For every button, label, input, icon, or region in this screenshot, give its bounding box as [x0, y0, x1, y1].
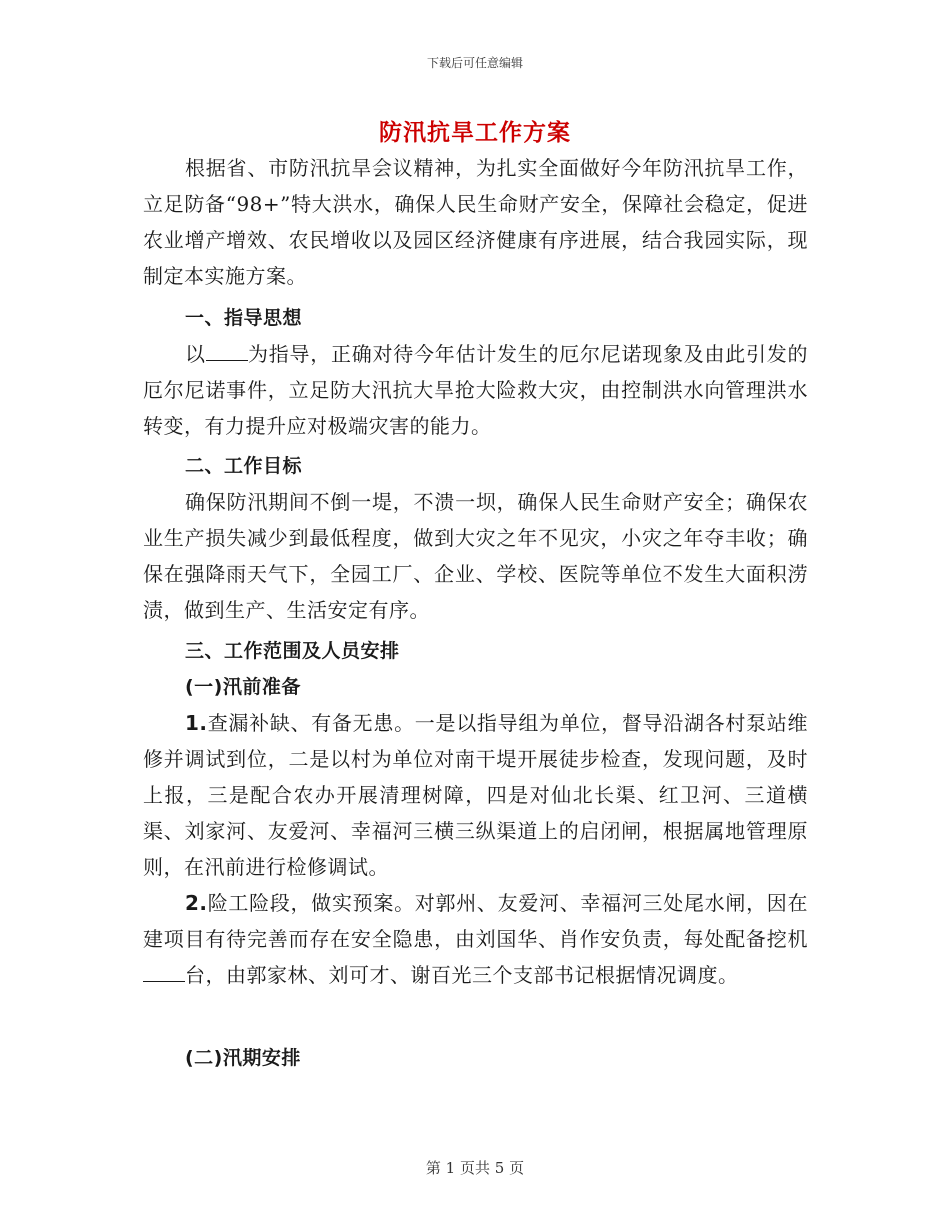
section-scope-staffing — [143, 633, 808, 993]
section2-paragraph: 确保防汛期间不倒一堤，不溃一坝，确保人民生命财产安全；确保农业生产损失减少到最低程度，做到大灾之年不见灾，小灾之年夺丰收；确保在强降雨天气下，全园工厂、企业、学校、医院等单位不发生大面积涝渍，做到生产、生活安定有序。 — [143, 490, 808, 622]
item2-paragraph — [143, 885, 808, 993]
section1-text-after-blank: 为指导，正确对待今年估计发生的厄尔尼诺现象及由此引发的厄尔尼诺事件，立足防大汛抗大旱抢大险救大灾，由控制洪水向管理洪水转变，有力提升应对极端灾害的能力。 — [143, 342, 808, 438]
section1-heading: 一、指导思想 — [185, 307, 303, 329]
item2-text-before-blank: 险工险段，做实预案。对郭州、友爱河、幸福河三处尾水闸，因在建项目有待完善而存在安全隐患，由刘国华、肖作安负责，每处配备挖机 — [143, 891, 808, 951]
subsection2-heading: (二)汛期安排 — [185, 1047, 301, 1069]
page-footer: 第 1 页共 5 页 — [425, 1159, 525, 1177]
section2-heading: 二、工作目标 — [185, 455, 303, 477]
section1-text-before-blank: 以 — [185, 342, 206, 366]
fill-in-blank — [206, 342, 248, 361]
document-title: 防汛抗旱工作方案 — [379, 119, 571, 146]
item1-number: 1. — [185, 711, 208, 735]
section-guiding-ideology — [143, 300, 808, 444]
section3-heading: 三、工作范围及人员安排 — [185, 640, 400, 662]
fill-in-blank — [143, 963, 185, 982]
document-body — [143, 150, 808, 294]
item1-paragraph — [143, 705, 808, 885]
page-header-note: 下载后可任意编辑 — [426, 56, 523, 70]
subsection-flood-season — [143, 1040, 808, 1076]
item1-text: 查漏补缺、有备无患。一是以指导组为单位，督导沿湖各村泵站维修并调试到位，二是以村为单位对南干堤开展徒步检查，发现问题，及时上报，三是配合农办开展清理树障，四是对仙北长渠、红卫河、三道横渠、刘家河、友爱河、幸福河三横三纵渠道上的启闭闸，根据属地管理原则，在汛前进行检修调试。 — [143, 711, 808, 879]
item2-number: 2. — [185, 891, 208, 915]
subsection1-heading: (一)汛前准备 — [185, 676, 301, 698]
intro-paragraph: 根据省、市防汛抗旱会议精神，为扎实全面做好今年防汛抗旱工作，立足防备“98+”特大洪水，确保人民生命财产安全，保障社会稳定，促进农业增产增效、农民增收以及园区经济健康有序进展，结合我园实际，现制定本实施方案。 — [143, 156, 808, 288]
section-work-goals — [143, 448, 808, 628]
item2-text-after-blank: 台，由郭家林、刘可才、谢百光三个支部书记根据情况调度。 — [185, 963, 739, 987]
section1-paragraph — [143, 336, 808, 444]
